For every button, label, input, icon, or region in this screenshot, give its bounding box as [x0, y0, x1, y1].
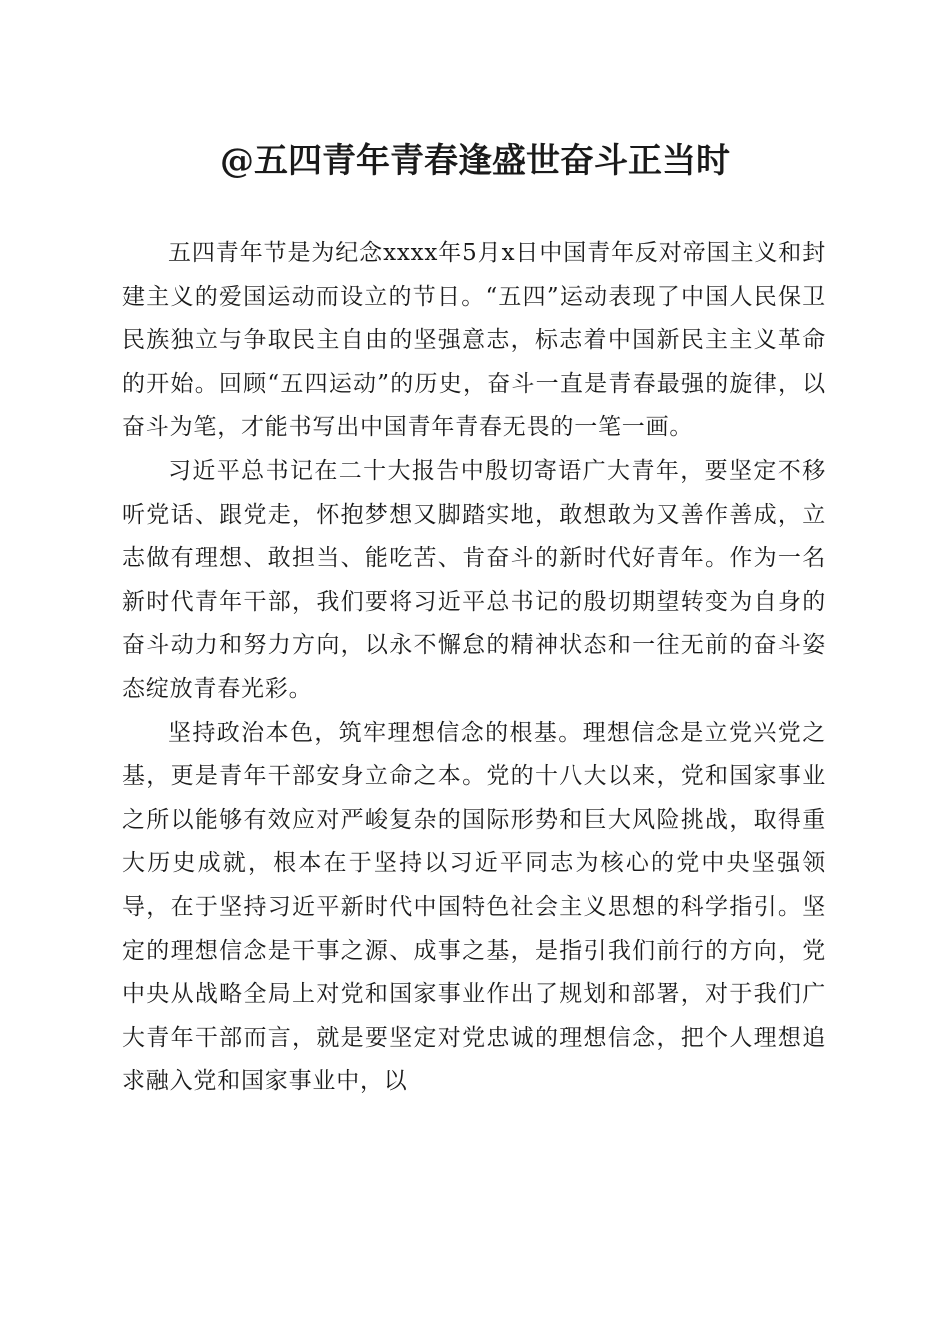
- document-body: [122, 232, 826, 1104]
- paragraph-1: 五四青年节是为纪念xxxx年5月x日中国青年反对帝国主义和封建主义的爱国运动而设立的节日。“五四”运动表现了中国人民保卫民族独立与争取民主自由的坚强意志，标志着中国新民主主义革命的开始。回顾“五四运动”的历史，奋斗一直是青春最强的旋律，以奋斗为笔，才能书写出中国青年青春无畏的一笔一画。: [122, 240, 826, 441]
- page-title: @五四青年青春逢盛世奋斗正当时: [220, 141, 730, 181]
- paragraph-2: 习近平总书记在二十大报告中殷切寄语广大青年，要坚定不移听党话、跟党走，怀抱梦想又脚踏实地，敢想敢为又善作善成，立志做有理想、敢担当、能吃苦、肯奋斗的新时代好青年。作为一名新时代青年干部，我们要将习近平总书记的殷切期望转变为自身的奋斗动力和努力方向，以永不懈怠的精神状态和一往无前的奋斗姿态绽放青春光彩。: [122, 457, 826, 702]
- paragraph-3: 坚持政治本色，筑牢理想信念的根基。理想信念是立党兴党之基，更是青年干部安身立命之本。党的十八大以来，党和国家事业之所以能够有效应对严峻复杂的国际形势和巨大风险挑战，取得重大历史成就，根本在于坚持以习近平同志为核心的党中央坚强领导，在于坚持习近平新时代中国特色社会主义思想的科学指引。坚定的理想信念是干事之源、成事之基，是指引我们前行的方向，党中央从战略全局上对党和国家事业作出了规划和部署，对于我们广大青年干部而言，就是要坚定对党忠诚的理想信念，把个人理想追求融入党和国家事业中，以: [122, 719, 826, 1095]
